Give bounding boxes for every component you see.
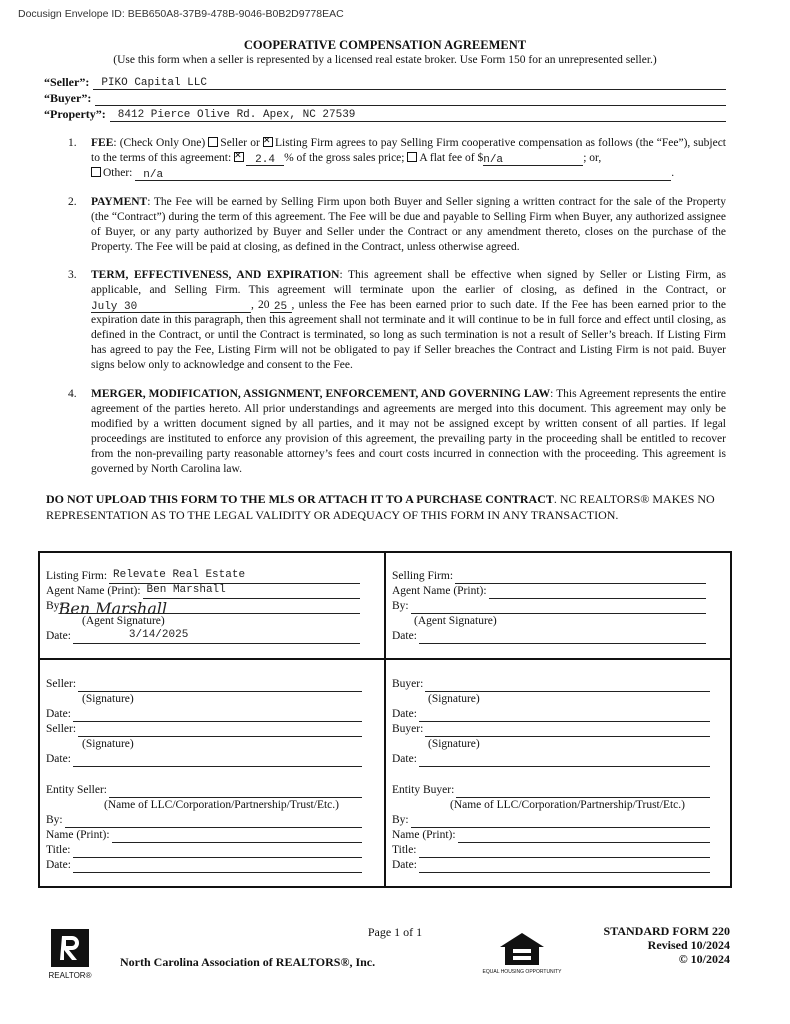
buyer2-label: Buyer: <box>392 723 424 735</box>
fee-seller-option: Seller or <box>220 137 260 149</box>
entity-buyer-by-label: By: <box>392 814 409 826</box>
merger-text: : This Agreement represents the entire agreement of the parties hereto. All prior understandings and agreements are merged into this document. This agreement may only be modified by a written document signed by all parties, and it may not be assigned except by written consent of all parties. If legal proceedings are instituted to enforce any provision of this agreement, the prevailing party in the proceeding shall be entitled to recover from the non-prevailing party reasonable attorney’s fees and court costs incurred in connection with the proceeding. This agreement is governed by North Carolina law. <box>91 388 727 475</box>
entity-seller-caption: (Name of LLC/Corporation/Partnership/Trust/Etc.) <box>104 799 339 811</box>
selling-agent-field[interactable] <box>489 586 706 599</box>
buyer1-label: Buyer: <box>392 678 424 690</box>
form-copyright: © 10/2024 <box>678 952 730 966</box>
flat-fee-value: n/a <box>483 154 504 166</box>
association-name: North Carolina Association of REALTORS®, Inc. <box>120 955 376 969</box>
buyer2-date-field[interactable] <box>419 754 710 767</box>
flat-fee-checkbox[interactable] <box>407 152 417 162</box>
entity-buyer-name-label: Name (Print): <box>392 829 456 841</box>
buyer-row <box>44 90 726 106</box>
warning-bold: DO NOT UPLOAD THIS FORM TO THE MLS OR ATTACH IT TO A PURCHASE CONTRACT <box>46 492 554 506</box>
entity-buyer-title-label: Title: <box>392 844 417 856</box>
term-heading: TERM, EFFECTIVENESS, AND EXPIRATION <box>91 269 340 281</box>
fee-text-1: : (Check Only One) <box>113 137 206 149</box>
entity-buyer-label: Entity Buyer: <box>392 784 455 796</box>
entity-seller-name-field[interactable] <box>112 830 362 843</box>
entity-seller-title-label: Title: <box>46 844 71 856</box>
form-name: STANDARD FORM 220 <box>603 924 730 938</box>
listing-firm-label: Listing Firm: <box>46 570 108 582</box>
entity-buyer-date-label: Date: <box>392 859 417 871</box>
property-row <box>44 106 726 122</box>
payment-number: 2. <box>68 196 77 208</box>
selling-signature-field[interactable] <box>411 601 706 614</box>
envelope-id: Docusign Envelope ID: BEB650A8-37B9-478B-9046-B0B2D9778EAC <box>18 8 344 20</box>
listing-date-value: 3/14/2025 <box>128 629 189 641</box>
expiration-date-value: July 30 <box>91 301 138 313</box>
seller2-sig-caption: (Signature) <box>82 738 134 750</box>
percentage-field[interactable] <box>246 153 284 166</box>
fee-flat-text: A flat fee of $ <box>419 152 484 164</box>
equal-housing-icon <box>482 931 562 979</box>
seller1-signature-field[interactable] <box>78 679 362 692</box>
selling-agent-label: Agent Name (Print): <box>392 585 487 597</box>
listing-agent-value: Ben Marshall <box>146 584 226 596</box>
buyer1-date-label: Date: <box>392 708 417 720</box>
listing-date-field[interactable] <box>73 631 360 644</box>
document-subtitle: (Use this form when a seller is represented by a licensed real estate broker. Use Form 150 for an unrepresented seller.) <box>113 54 657 66</box>
buyer2-date-label: Date: <box>392 753 417 765</box>
term-number: 3. <box>68 269 77 281</box>
selling-date-label: Date: <box>392 630 417 642</box>
entity-buyer-title-field[interactable] <box>419 845 710 858</box>
merger-number: 4. <box>68 388 77 400</box>
other-field[interactable] <box>135 168 671 181</box>
seller2-date-label: Date: <box>46 753 71 765</box>
realtor-logo-text: REALTOR® <box>48 971 92 980</box>
page-number: Page 1 of 1 <box>367 925 423 939</box>
seller-value: PIKO Capital LLC <box>101 77 207 89</box>
seller1-sig-caption: (Signature) <box>82 693 134 705</box>
listing-signature-field[interactable] <box>58 599 360 618</box>
listing-agent-field[interactable] <box>143 586 360 599</box>
listing-date-label: Date: <box>46 630 71 642</box>
listing-agent-label: Agent Name (Print): <box>46 585 141 597</box>
property-label: “Property”: <box>44 107 106 121</box>
entity-seller-name-label: Name (Print): <box>46 829 110 841</box>
seller2-signature-field[interactable] <box>78 724 362 737</box>
fee-listing-option: Listing Firm agrees to pay Selling Firm cooperative compensation as follows (the “Fee”), subject to the terms of this agreement: <box>91 137 727 164</box>
seller-signature-cell <box>46 677 362 873</box>
listing-firm-cell <box>46 569 360 644</box>
buyer1-signature-field[interactable] <box>425 679 710 692</box>
term-text-2: , 20 <box>251 299 270 311</box>
entity-buyer-date-field[interactable] <box>419 860 710 873</box>
term-text-3: , unless the Fee has been earned prior to such date. If the Fee has been earned prior to the expiration date in this paragraph, then this agreement shall not terminate and it will continue to be in full force and effect until closing, as defined in the Contract, or until the Contract is terminated, so long as such termination is not a result of Seller’s breach. If Listing Firm has agreed to pay the Fee, Listing Firm will not be obligated to pay if Seller breaches the Contract and Listing Firm is not paid. Buyer signs below only to acknowledge and consent to the Fee. <box>91 299 727 371</box>
form-info <box>560 924 730 966</box>
percentage-value: 2.4 <box>255 154 275 166</box>
selling-date-field[interactable] <box>419 631 706 644</box>
seller-checkbox[interactable] <box>208 137 218 147</box>
selling-firm-cell <box>392 569 706 644</box>
entity-seller-date-field[interactable] <box>73 860 362 873</box>
form-revised: Revised 10/2024 <box>647 938 730 952</box>
entity-seller-field[interactable] <box>109 785 362 798</box>
seller-field[interactable] <box>93 75 726 90</box>
buyer1-sig-caption: (Signature) <box>428 693 480 705</box>
warning-notice <box>46 491 726 523</box>
entity-seller-by-label: By: <box>46 814 63 826</box>
fee-or-text: ; or, <box>583 152 602 164</box>
buyer1-date-field[interactable] <box>419 709 710 722</box>
fee-heading: FEE <box>91 137 114 149</box>
warning-rest: . NC REALTORS® MAKES NO REPRESENTATION AS TO THE LEGAL VALIDITY OR ADEQUACY OF THIS FORM IN ANY TRANSACTION. <box>46 492 715 522</box>
signature-box-divider-vertical <box>384 551 386 888</box>
seller2-label: Seller: <box>46 723 77 735</box>
entity-seller-by-field[interactable] <box>65 815 362 828</box>
fee-percentage-text: % of the gross sales price; <box>284 152 405 164</box>
entity-seller-date-label: Date: <box>46 859 71 871</box>
listing-agent-signature: Ben Marshall <box>58 599 168 618</box>
buyer-field[interactable] <box>95 91 726 106</box>
payment-heading: PAYMENT <box>91 196 148 208</box>
seller1-date-field[interactable] <box>73 709 362 722</box>
seller1-label: Seller: <box>46 678 77 690</box>
entity-buyer-caption: (Name of LLC/Corporation/Partnership/Trust/Etc.) <box>450 799 685 811</box>
buyer2-sig-caption: (Signature) <box>428 738 480 750</box>
listing-firm-value: Relevate Real Estate <box>113 569 246 581</box>
seller-row <box>44 74 726 90</box>
other-checkbox[interactable] <box>91 167 101 177</box>
merger-heading: MERGER, MODIFICATION, ASSIGNMENT, ENFORCEMENT, AND GOVERNING LAW <box>91 388 551 400</box>
entity-seller-label: Entity Seller: <box>46 784 108 796</box>
percentage-checkbox[interactable] <box>234 152 244 162</box>
seller1-date-label: Date: <box>46 708 71 720</box>
listing-firm-checkbox[interactable] <box>263 137 273 147</box>
entity-buyer-field[interactable] <box>456 785 710 798</box>
selling-firm-label: Selling Firm: <box>392 570 454 582</box>
expiration-year-field[interactable] <box>270 300 292 313</box>
fee-period: . <box>671 167 675 179</box>
buyer-label: “Buyer”: <box>44 91 92 105</box>
selling-sig-caption: (Agent Signature) <box>414 615 497 627</box>
buyer2-signature-field[interactable] <box>425 724 710 737</box>
buyer-signature-cell <box>392 677 710 873</box>
fee-number: 1. <box>68 137 77 149</box>
equal-housing-text: EQUAL HOUSING OPPORTUNITY <box>482 969 562 975</box>
seller2-date-field[interactable] <box>73 754 362 767</box>
selling-firm-field[interactable] <box>455 571 706 584</box>
realtor-logo-icon <box>50 928 90 980</box>
flat-fee-field[interactable] <box>483 153 583 166</box>
selling-by-label: By: <box>392 600 409 612</box>
entity-buyer-by-field[interactable] <box>411 815 710 828</box>
expiration-year-value: 25 <box>273 301 288 313</box>
listing-by-label: By: <box>46 600 63 612</box>
fee-other-text: Other: <box>103 167 133 179</box>
listing-sig-caption: (Agent Signature) <box>82 615 165 627</box>
property-value: 8412 Pierce Olive Rd. Apex, NC 27539 <box>117 109 356 121</box>
other-value: n/a <box>143 169 164 181</box>
seller-label: “Seller”: <box>44 75 90 89</box>
payment-text: : The Fee will be earned by Selling Firm upon both Buyer and Seller signing a written contract for the sale of the Property (the “Contract”) during the term of this agreement. The Fee will be due and payable to Selling Firm when Buyer, any authorized assignee of Buyer, or any party authorized by Buyer and Seller under the Contract or any amendment thereto, closes on the purchase of the Property. The Fee will be paid at closing, as defined in the Contract, unless otherwise agreed. <box>91 196 726 253</box>
signature-box-divider-horizontal <box>38 658 732 660</box>
term-text-1: : This agreement shall be effective when signed by Seller or Listing Firm, as applicable, and Selling Firm. This agreement will terminate upon the earlier of closing, as defined in the Contract, or <box>91 269 726 296</box>
entity-buyer-name-field[interactable] <box>458 830 710 843</box>
expiration-date-field[interactable] <box>91 300 251 313</box>
entity-seller-title-field[interactable] <box>73 845 362 858</box>
document-title: COOPERATIVE COMPENSATION AGREEMENT <box>243 38 527 52</box>
property-field[interactable] <box>110 107 726 122</box>
